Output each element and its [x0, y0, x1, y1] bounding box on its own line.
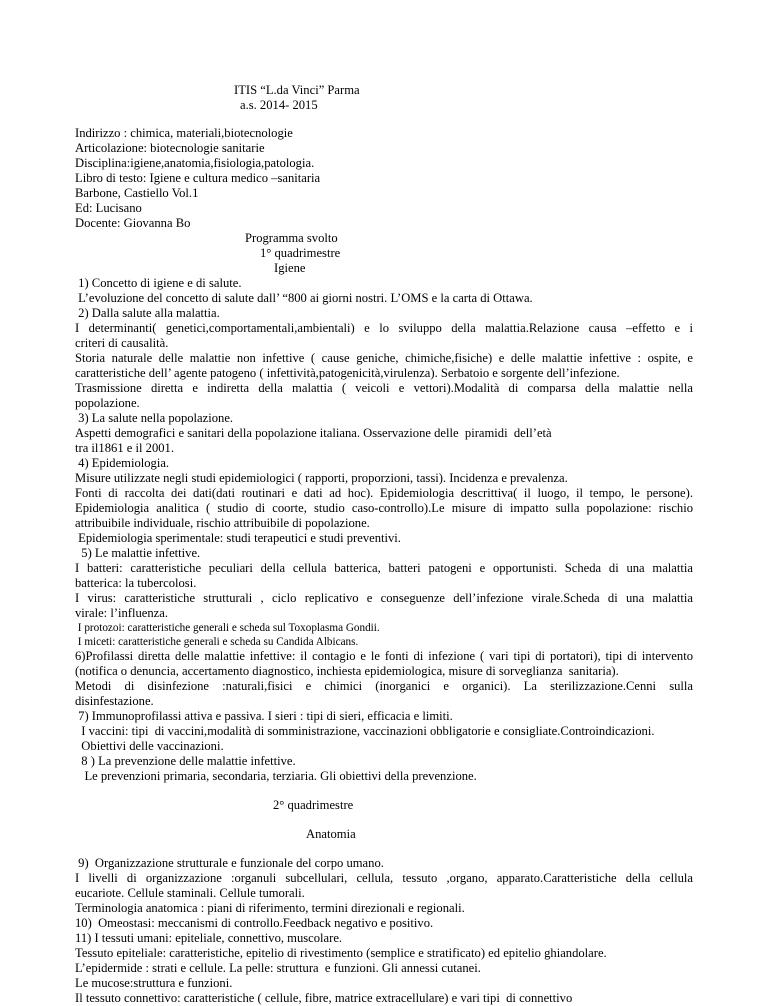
igiene-line: attribuibile individuale, rischio attribuibile di popolazione.	[75, 516, 370, 530]
igiene-line: 4) Epidemiologia.	[75, 456, 170, 470]
igiene-line: I miceti: caratteristiche generali e scheda su Candida Albicans.	[75, 636, 359, 648]
igiene-line: 8 ) La prevenzione delle malattie infettive.	[75, 754, 296, 768]
igiene-line: batterica: la tubercolosi.	[75, 576, 197, 590]
igiene-line: Le prevenzioni primaria, secondaria, terziaria. Gli obiettivi della prevenzione.	[75, 769, 477, 783]
igiene-line: Fonti di raccolta dei dati(dati routinari e dati ad hoc). Epidemiologia descrittiva( il luogo, il tempo, le persone).	[75, 486, 693, 500]
quadrimester-2-heading: 2° quadrimestre	[273, 798, 354, 812]
info-line: Disciplina:igiene,anatomia,fisiologia,patologia.	[75, 156, 315, 170]
school-year: a.s. 2014- 2015	[240, 98, 318, 112]
info-line: Docente: Giovanna Bo	[75, 216, 191, 230]
igiene-line: (notifica o denuncia, accertamento diagnostico, inchiesta epidemiologica, misure di sorveglianza sanitaria).	[75, 664, 619, 678]
anatomia-line: Le mucose:struttura e funzioni.	[75, 976, 233, 990]
igiene-line: Epidemiologia sperimentale: studi terapeutici e studi preventivi.	[75, 531, 401, 545]
igiene-line: Metodi di disinfezione :naturali,fisici e chimici (inorganici e organici). La sterilizzazione.Cenni sulla	[75, 679, 693, 693]
igiene-line: Epidemiologia analitica ( studio di coorte, studio caso-controllo).Le misure di impatto sulla popolazione: rischio	[75, 501, 693, 515]
igiene-line: 3) La salute nella popolazione.	[75, 411, 234, 425]
anatomia-line: eucariote. Cellule staminali. Cellule tumorali.	[75, 886, 305, 900]
igiene-line: I vaccini: tipi di vaccini,modalità di somministrazione, vaccinazioni obbligatorie e consigliate.Controindicazioni.	[75, 724, 655, 738]
info-line: Indirizzo : chimica, materiali,biotecnologie	[75, 126, 293, 140]
anatomia-line: Tessuto epiteliale: caratteristiche, epitelio di rivestimento (semplice e stratificato) ed epitelio ghiandolare.	[75, 946, 607, 960]
igiene-line: L’evoluzione del concetto di salute dall’ “800 ai giorni nostri. L’OMS e la carta di Ottawa.	[75, 291, 533, 305]
school-name: ITIS “L.da Vinci” Parma	[234, 83, 360, 97]
info-line: Libro di testo: Igiene e cultura medico –sanitaria	[75, 171, 321, 185]
igiene-line: 5) Le malattie infettive.	[75, 546, 201, 560]
subject-anatomia-heading: Anatomia	[306, 827, 356, 841]
info-line: Ed: Lucisano	[75, 201, 142, 215]
info-line: Articolazione: biotecnologie sanitarie	[75, 141, 265, 155]
igiene-line: criteri di causalità.	[75, 336, 169, 350]
igiene-line: virale: l’influenza.	[75, 606, 169, 620]
igiene-line: Obiettivi delle vaccinazioni.	[75, 739, 224, 753]
igiene-line: popolazione.	[75, 396, 140, 410]
igiene-line: 7) Immunoprofilassi attiva e passiva. I sieri : tipi di sieri, efficacia e limiti.	[75, 709, 453, 723]
anatomia-line: 9) Organizzazione strutturale e funzionale del corpo umano.	[75, 856, 384, 870]
subject-igiene-heading: Igiene	[274, 261, 306, 275]
igiene-line: Misure utilizzate negli studi epidemiologici ( rapporti, proporzioni, tassi). Incidenza e prevalenza.	[75, 471, 568, 485]
igiene-line: Trasmissione diretta e indiretta della malattia ( veicoli e vettori).Modalità di comparsa della malattie nella	[75, 381, 693, 395]
igiene-line: 6)Profilassi diretta delle malattie infettive: il contagio e le fonti di infezione ( vari tipi di portatori), tipi di intervento	[75, 649, 693, 663]
igiene-line: I batteri: caratteristiche peculiari della cellula batterica, batteri patogeni e opportunisti. Scheda di una malattia	[75, 561, 693, 575]
igiene-line: tra il1861 e il 2001.	[75, 441, 174, 455]
anatomia-line: 10) Omeostasi: meccanismi di controllo.Feedback negativo e positivo.	[75, 916, 434, 930]
igiene-line: disinfestazione.	[75, 694, 154, 708]
anatomia-line: I livelli di organizzazione :organuli subcellulari, cellula, tessuto ,organo, apparato.Caratteristiche della cellula	[75, 871, 693, 885]
igiene-line: Aspetti demografici e sanitari della popolazione italiana. Osservazione delle piramidi dell’età	[75, 426, 552, 440]
quadrimester-1-heading: 1° quadrimestre	[260, 246, 341, 260]
anatomia-line: L’epidermide : strati e cellule. La pelle: struttura e funzioni. Gli annessi cutanei.	[75, 961, 481, 975]
anatomia-line: Terminologia anatomica : piani di riferimento, termini direzionali e regionali.	[75, 901, 465, 915]
igiene-line: I protozoi: caratteristiche generali e scheda sul Toxoplasma Gondii.	[75, 622, 380, 634]
igiene-line: Storia naturale delle malattie non infettive ( cause geniche, chimiche,fisiche) e delle malattie infettive : ospite, e	[75, 351, 693, 365]
program-title: Programma svolto	[245, 231, 338, 245]
igiene-line: I determinanti( genetici,comportamentali,ambientali) e lo sviluppo della malattia.Relazione causa –effetto e i	[75, 321, 693, 335]
info-line: Barbone, Castiello Vol.1	[75, 186, 199, 200]
igiene-line: caratteristiche dell’ agente patogeno ( infettività,patogenicità,virulenza). Serbatoio e sorgente dell’infezione.	[75, 366, 620, 380]
igiene-line: 2) Dalla salute alla malattia.	[75, 306, 220, 320]
igiene-line: 1) Concetto di igiene e di salute.	[75, 276, 242, 290]
anatomia-line: 11) I tessuti umani: epiteliale, connettivo, muscolare.	[75, 931, 343, 945]
igiene-line: I virus: caratteristiche strutturali , ciclo replicativo e conseguenze dell’infezione virale.Scheda di una malattia	[75, 591, 693, 605]
anatomia-line: Il tessuto connettivo: caratteristiche ( cellule, fibre, matrice extracellulare) e vari tipi di connettivo	[75, 991, 573, 1005]
